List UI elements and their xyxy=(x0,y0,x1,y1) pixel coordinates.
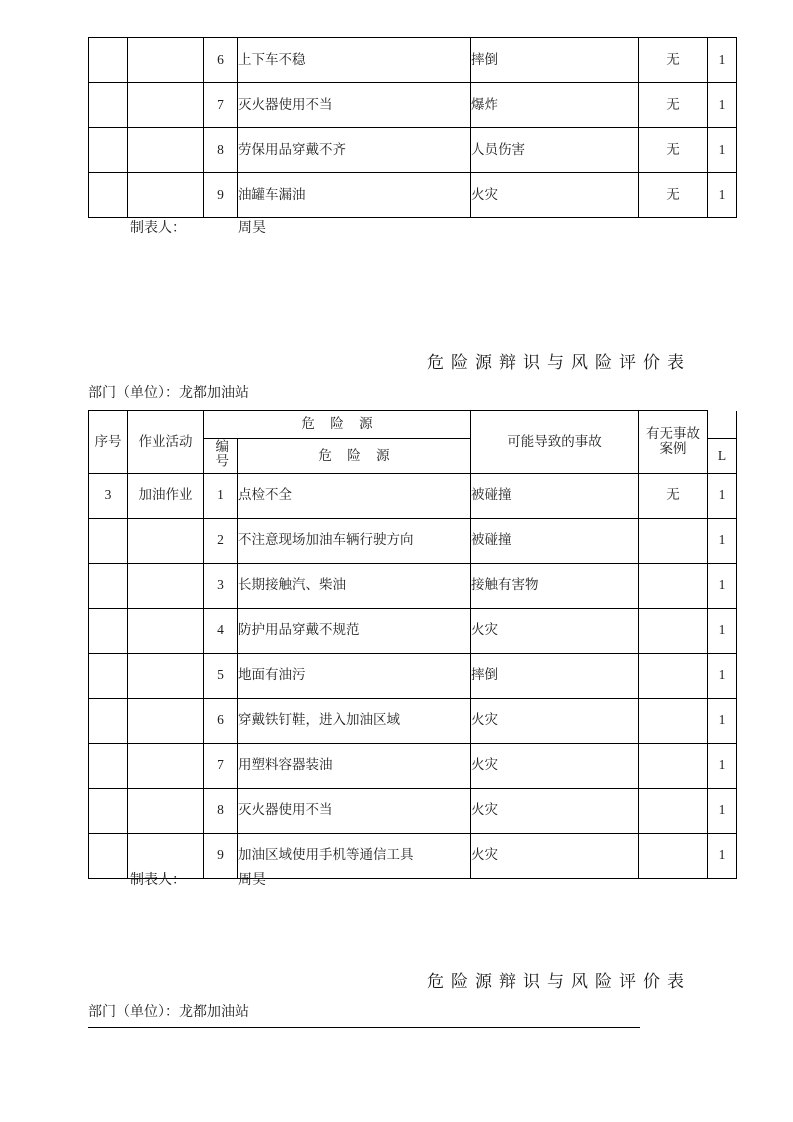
maker-line-middle xyxy=(130,869,266,889)
cell-likelihood: 1 xyxy=(708,518,737,563)
cell-seq xyxy=(89,743,128,788)
cell-hazard-number: 9 xyxy=(204,173,238,218)
cell-activity xyxy=(128,83,204,128)
cell-hazard-source: 加油区域使用手机等通信工具 xyxy=(238,833,471,878)
table-row xyxy=(89,128,737,173)
cell-hazard-source: 油罐车漏油 xyxy=(238,173,471,218)
cell-possible-accident: 摔倒 xyxy=(471,38,639,83)
page-title-middle: 危险源辩识与风险评价表 xyxy=(427,353,691,372)
cell-hazard-source: 长期接触汽、柴油 xyxy=(238,563,471,608)
cell-possible-accident: 人员伤害 xyxy=(471,128,639,173)
hazard-table-middle-wrapper xyxy=(88,410,737,879)
cell-has-case xyxy=(639,653,708,698)
cell-likelihood: 1 xyxy=(708,128,737,173)
header-seq: 序号 xyxy=(89,411,128,474)
cell-possible-accident: 火灾 xyxy=(471,788,639,833)
cell-possible-accident: 火灾 xyxy=(471,173,639,218)
cell-hazard-number: 2 xyxy=(204,518,238,563)
cell-seq xyxy=(89,128,128,173)
cell-hazard-number: 1 xyxy=(204,473,238,518)
maker-name: 周昊 xyxy=(238,221,266,236)
cell-seq xyxy=(89,173,128,218)
table-row xyxy=(89,698,737,743)
cell-hazard-number: 8 xyxy=(204,128,238,173)
cell-hazard-number: 6 xyxy=(204,698,238,743)
cell-hazard-source: 穿戴铁钉鞋，进入加油区域 xyxy=(238,698,471,743)
cell-activity xyxy=(128,518,204,563)
header-likelihood: L xyxy=(708,439,737,474)
maker-label: 制表人： xyxy=(130,873,186,888)
cell-seq xyxy=(89,608,128,653)
cell-hazard-source: 上下车不稳 xyxy=(238,38,471,83)
maker-line-top xyxy=(130,217,266,237)
cell-likelihood: 1 xyxy=(708,788,737,833)
header-has-case xyxy=(639,411,708,474)
cell-possible-accident: 火灾 xyxy=(471,833,639,878)
table-row xyxy=(89,518,737,563)
cell-hazard-number: 7 xyxy=(204,743,238,788)
cell-activity xyxy=(128,608,204,653)
cell-possible-accident: 爆炸 xyxy=(471,83,639,128)
cell-hazard-number: 5 xyxy=(204,653,238,698)
cell-activity xyxy=(128,173,204,218)
table-row xyxy=(89,743,737,788)
cell-activity xyxy=(128,563,204,608)
hazard-table-middle xyxy=(88,410,737,879)
cell-likelihood: 1 xyxy=(708,83,737,128)
table-header xyxy=(89,411,737,474)
cell-hazard-number: 8 xyxy=(204,788,238,833)
hazard-table-bottom-top-border xyxy=(88,1027,640,1028)
cell-seq xyxy=(89,788,128,833)
cell-hazard-source: 用塑料容器装油 xyxy=(238,743,471,788)
cell-hazard-source: 防护用品穿戴不规范 xyxy=(238,608,471,653)
cell-possible-accident: 被碰撞 xyxy=(471,518,639,563)
header-has-case-label: 有无事故案例 xyxy=(646,425,700,457)
header-hazard-group-label: 危 险 源 xyxy=(301,416,379,432)
cell-has-case: 无 xyxy=(639,38,708,83)
cell-seq: 3 xyxy=(89,473,128,518)
cell-seq xyxy=(89,833,128,878)
cell-seq xyxy=(89,83,128,128)
cell-has-case xyxy=(639,563,708,608)
cell-has-case xyxy=(639,833,708,878)
cell-possible-accident: 被碰撞 xyxy=(471,473,639,518)
table-row xyxy=(89,653,737,698)
cell-has-case xyxy=(639,518,708,563)
table-row xyxy=(89,38,737,83)
cell-likelihood: 1 xyxy=(708,563,737,608)
cell-seq xyxy=(89,518,128,563)
cell-seq xyxy=(89,38,128,83)
cell-seq xyxy=(89,653,128,698)
header-hazard-source xyxy=(238,439,471,474)
cell-hazard-source: 点检不全 xyxy=(238,473,471,518)
header-hazard-source-label: 危 险 源 xyxy=(318,447,396,463)
header-row-1 xyxy=(89,411,737,439)
cell-possible-accident: 接触有害物 xyxy=(471,563,639,608)
department-line-middle: 部门（单位）：龙都加油站 xyxy=(88,386,249,401)
cell-activity xyxy=(128,743,204,788)
cell-likelihood: 1 xyxy=(708,653,737,698)
cell-hazard-source: 地面有油污 xyxy=(238,653,471,698)
cell-has-case xyxy=(639,743,708,788)
cell-likelihood: 1 xyxy=(708,698,737,743)
cell-hazard-source: 灭火器使用不当 xyxy=(238,788,471,833)
cell-seq xyxy=(89,563,128,608)
header-likelihood-spacer xyxy=(708,411,737,439)
cell-hazard-number: 7 xyxy=(204,83,238,128)
cell-has-case: 无 xyxy=(639,173,708,218)
cell-hazard-source: 劳保用品穿戴不齐 xyxy=(238,128,471,173)
cell-hazard-number: 6 xyxy=(204,38,238,83)
table-body xyxy=(89,473,737,878)
maker-label: 制表人： xyxy=(130,221,186,236)
header-hazard-number xyxy=(204,439,238,474)
cell-possible-accident: 火灾 xyxy=(471,608,639,653)
cell-has-case xyxy=(639,788,708,833)
header-activity: 作业活动 xyxy=(128,411,204,474)
hazard-table-top xyxy=(88,37,737,218)
cell-likelihood: 1 xyxy=(708,173,737,218)
cell-activity: 加油作业 xyxy=(128,473,204,518)
cell-has-case xyxy=(639,698,708,743)
cell-activity xyxy=(128,788,204,833)
cell-hazard-number: 9 xyxy=(204,833,238,878)
cell-likelihood: 1 xyxy=(708,473,737,518)
header-hazard-number-label: 编号 xyxy=(213,439,229,468)
cell-hazard-source: 灭火器使用不当 xyxy=(238,83,471,128)
cell-activity xyxy=(128,38,204,83)
cell-hazard-source: 不注意现场加油车辆行驶方向 xyxy=(238,518,471,563)
cell-possible-accident: 火灾 xyxy=(471,698,639,743)
table-row xyxy=(89,83,737,128)
cell-has-case: 无 xyxy=(639,83,708,128)
table-row xyxy=(89,788,737,833)
table-row xyxy=(89,173,737,218)
table-row xyxy=(89,473,737,518)
table-row xyxy=(89,608,737,653)
cell-seq xyxy=(89,698,128,743)
cell-activity xyxy=(128,653,204,698)
cell-activity xyxy=(128,128,204,173)
header-possible-accident: 可能导致的事故 xyxy=(471,411,639,474)
hazard-table-top-wrapper xyxy=(88,37,737,218)
cell-has-case xyxy=(639,608,708,653)
department-line-bottom: 部门（单位）：龙都加油站 xyxy=(88,1005,249,1020)
cell-hazard-number: 4 xyxy=(204,608,238,653)
cell-has-case: 无 xyxy=(639,473,708,518)
cell-has-case: 无 xyxy=(639,128,708,173)
cell-possible-accident: 火灾 xyxy=(471,743,639,788)
table-row xyxy=(89,563,737,608)
cell-likelihood: 1 xyxy=(708,833,737,878)
cell-activity xyxy=(128,698,204,743)
cell-likelihood: 1 xyxy=(708,38,737,83)
header-hazard-group xyxy=(204,411,471,439)
cell-likelihood: 1 xyxy=(708,743,737,788)
cell-hazard-number: 3 xyxy=(204,563,238,608)
cell-likelihood: 1 xyxy=(708,608,737,653)
maker-name: 周昊 xyxy=(238,873,266,888)
page-title-bottom: 危险源辩识与风险评价表 xyxy=(427,972,691,991)
cell-possible-accident: 摔倒 xyxy=(471,653,639,698)
